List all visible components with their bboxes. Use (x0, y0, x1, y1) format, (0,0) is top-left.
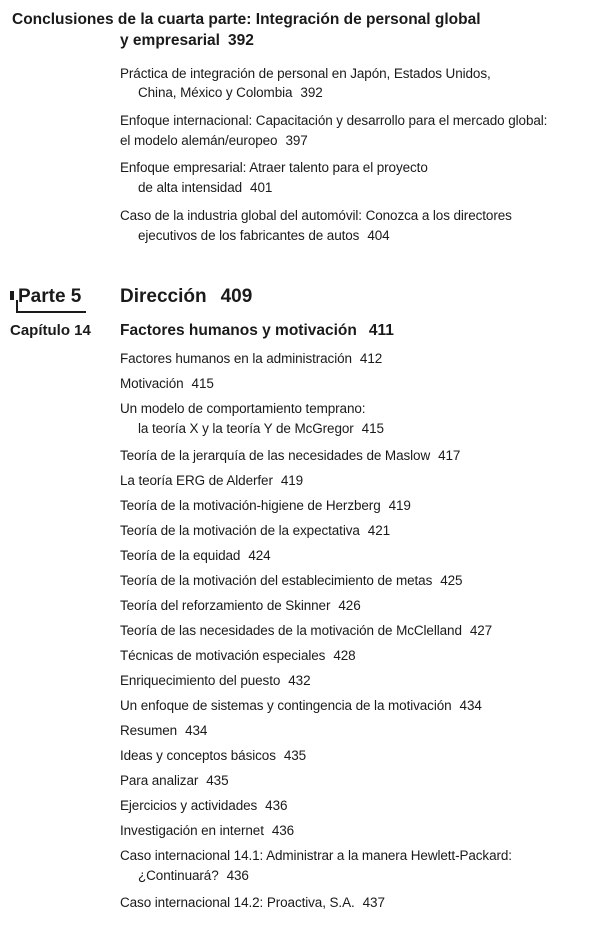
toc-entry (120, 471, 303, 490)
toc-entry-line1 (120, 846, 512, 865)
toc-entry-page: 436 (271, 823, 295, 838)
toc-entry-line1 (120, 111, 547, 130)
toc-entry-text: Un enfoque de sistemas y contingencia de la motivación (120, 698, 452, 713)
conclusions-title-line2 (120, 31, 254, 51)
toc-entry (120, 374, 214, 393)
toc-entry (120, 796, 287, 815)
toc-entry-page: 419 (280, 473, 304, 488)
toc-entry-text: Práctica de integración de personal en Japón, Estados Unidos, (120, 66, 491, 81)
toc-entry-page: 432 (288, 673, 311, 688)
toc-entry-page: 427 (469, 623, 493, 638)
toc-entry (120, 821, 294, 840)
chapter-label: Capítulo 14 (10, 322, 91, 339)
toc-entry (120, 646, 356, 665)
part-page-number: 409 (220, 286, 253, 307)
toc-entry-text: Teoría de la equidad (120, 548, 241, 563)
toc-entry-line2 (138, 866, 249, 885)
toc-entry-page: 436 (265, 798, 288, 813)
toc-entry (120, 721, 207, 740)
toc-entry (120, 893, 385, 912)
toc-entry-line2 (120, 131, 308, 150)
toc-entry-text: Caso internacional 14.1: Administrar a la manera Hewlett-Packard: (120, 848, 512, 863)
conclusions-title-text-cont: y empresarial (120, 32, 220, 49)
toc-entry-page: 424 (248, 548, 271, 563)
toc-entry-line2 (138, 178, 272, 197)
toc-entry-line1 (120, 64, 491, 83)
part-label-text: Parte 5 (18, 286, 82, 307)
chapter-title-text: Factores humanos y motivación (120, 322, 357, 339)
toc-entry-text: Teoría de la motivación-higiene de Herzberg (120, 498, 381, 513)
toc-entry-page: 421 (367, 523, 391, 538)
toc-entry-text: Caso de la industria global del automóvil: Conozca a los directores (120, 208, 512, 223)
toc-entry (120, 696, 482, 715)
toc-entry-text: de alta intensidad (138, 180, 243, 195)
part-underline (16, 311, 86, 313)
toc-entry (120, 349, 382, 368)
toc-entry-text: la teoría X y la teoría Y de McGregor (138, 421, 354, 436)
toc-entry-page: 426 (338, 598, 361, 613)
toc-entry (120, 546, 271, 565)
toc-entry-text: Teoría del reforzamiento de Skinner (120, 598, 331, 613)
toc-entry-page: 404 (367, 228, 390, 243)
toc-entry-line2 (138, 83, 323, 102)
toc-entry (120, 746, 306, 765)
toc-entry-line1 (120, 206, 512, 225)
toc-entry-page: 412 (359, 351, 383, 366)
toc-entry-text: China, México y Colombia (138, 85, 293, 100)
toc-entry-page: 417 (438, 448, 461, 463)
toc-entry-line1 (120, 158, 428, 177)
conclusions-title-line1 (12, 10, 481, 30)
toc-entry-text: el modelo alemán/europeo (120, 133, 278, 148)
toc-entry-page: 415 (191, 376, 214, 391)
toc-entry-text: Teoría de la motivación del establecimiento de metas (120, 573, 433, 588)
toc-entry-text: Resumen (120, 723, 178, 738)
toc-entry (120, 771, 228, 790)
toc-entry-text: Factores humanos en la administración (120, 351, 352, 366)
toc-entry-text: ¿Continuará? (138, 868, 219, 883)
toc-entry-page: 436 (226, 868, 249, 883)
toc-entry-text: Teoría de las necesidades de la motivación de McClelland (120, 623, 462, 638)
toc-entry-page: 401 (250, 180, 273, 195)
toc-entry-line2 (138, 419, 384, 438)
toc-entry-page: 435 (283, 748, 307, 763)
toc-entry-text: ejecutivos de los fabricantes de autos (138, 228, 360, 243)
toc-entry-page: 419 (388, 498, 411, 513)
toc-entry-text: Enfoque internacional: Capacitación y desarrollo para el mercado global: (120, 113, 548, 128)
toc-entry (120, 496, 411, 515)
toc-entry-page: 392 (300, 85, 323, 100)
part-title (120, 286, 252, 308)
part-bullet-icon (10, 291, 14, 300)
toc-entry-text: Teoría de la jerarquía de las necesidades de Maslow (120, 448, 431, 463)
toc-entry-page: 435 (206, 773, 229, 788)
toc-entry (120, 521, 390, 540)
toc-entry-page: 428 (333, 648, 356, 663)
toc-entry (120, 596, 361, 615)
part-label (10, 286, 81, 308)
toc-entry-page: 425 (440, 573, 463, 588)
chapter-title (120, 321, 394, 341)
toc-entry-page: 434 (185, 723, 208, 738)
toc-entry-text: Caso internacional 14.2: Proactiva, S.A. (120, 895, 355, 910)
toc-entry-text: Teoría de la motivación de la expectativa (120, 523, 360, 538)
toc-entry-page: 434 (459, 698, 482, 713)
part-title-text: Dirección (120, 286, 207, 307)
toc-entry-text: Ejercicios y actividades (120, 798, 258, 813)
toc-entry (120, 671, 311, 690)
toc-entry (120, 571, 462, 590)
toc-entry-line2 (138, 226, 390, 245)
toc-entry-text: Enriquecimiento del puesto (120, 673, 281, 688)
toc-entry-text: Ideas y conceptos básicos (120, 748, 276, 763)
toc-entry-text: Un modelo de comportamiento temprano: (120, 401, 366, 416)
toc-entry-page: 437 (362, 895, 385, 910)
toc-entry-text: Técnicas de motivación especiales (120, 648, 326, 663)
conclusions-page-number: 392 (227, 32, 254, 49)
toc-entry-text: Investigación en internet (120, 823, 264, 838)
toc-entry-line1 (120, 399, 365, 418)
conclusions-title-text: Conclusiones de la cuarta parte: Integración de personal global (12, 11, 481, 28)
toc-entry-text: Motivación (120, 376, 184, 391)
toc-entry-text: La teoría ERG de Alderfer (120, 473, 273, 488)
chapter-page-number: 411 (368, 322, 394, 339)
toc-entry-text: Enfoque empresarial: Atraer talento para el proyecto (120, 160, 428, 175)
toc-entry-text: Para analizar (120, 773, 199, 788)
toc-entry-page: 415 (361, 421, 384, 436)
toc-entry (120, 446, 460, 465)
toc-entry (120, 621, 492, 640)
toc-entry-page: 397 (285, 133, 308, 148)
